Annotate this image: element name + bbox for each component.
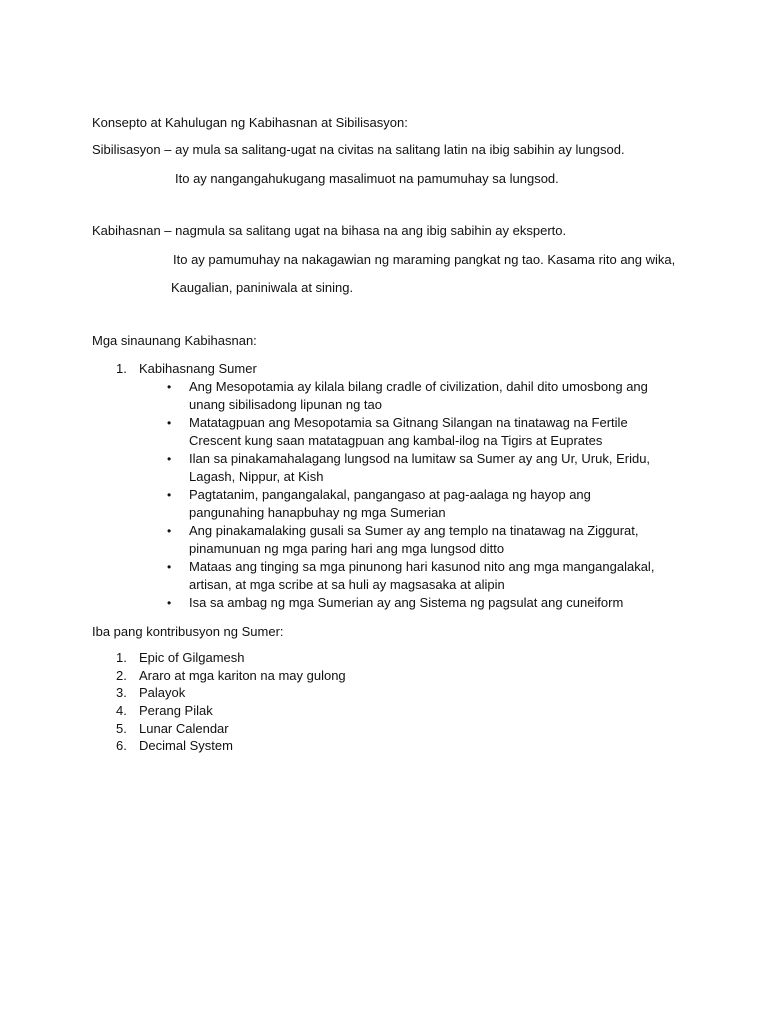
sibilisasyon-note: Ito ay nangangahukugang masalimuot na pamumuhay sa lungsod.	[175, 171, 559, 186]
bullet-icon: •	[167, 488, 172, 502]
heading-ancient-civilizations: Mga sinaunang Kabihasnan:	[92, 333, 257, 348]
bullet-icon: •	[167, 380, 172, 394]
list-item: Araro at mga kariton na may gulong	[139, 668, 346, 683]
bullet-icon: •	[167, 560, 172, 574]
bullet-icon: •	[167, 524, 172, 538]
kabihasnan-definition: Kabihasnan – nagmula sa salitang ugat na bihasa na ang ibig sabihin ay eksperto.	[92, 223, 567, 238]
list-item: Mataas ang tinging sa mga pinunong hari kasunod nito ang mga mangangalakal, artisan, at mga scribe at sa huli ay magsasaka at alipin	[189, 559, 655, 592]
list-item: Ang Mesopotamia ay kilala bilang cradle of civilization, dahil dito umosbong ang unang sibilisadong lipunan ng tao	[189, 379, 648, 412]
list-item: Isa sa ambag ng mga Sumerian ay ang Sistema ng pagsulat ang cuneiform	[189, 595, 624, 610]
bullet-icon: •	[167, 416, 172, 430]
list-number: 4.	[116, 703, 127, 718]
kabihasnan-note-line-2: Kaugalian, paniniwala at sining.	[171, 280, 354, 295]
list-number: 2.	[116, 668, 127, 683]
list-number: 6.	[116, 738, 127, 753]
list-item: Palayok	[139, 685, 186, 700]
bullet-icon: •	[167, 452, 172, 466]
bullet-icon: •	[167, 596, 172, 610]
list-number: 1.	[116, 650, 127, 665]
list-item: Decimal System	[139, 738, 233, 753]
heading-concept: Konsepto at Kahulugan ng Kabihasnan at Sibilisasyon:	[92, 115, 408, 130]
list-number: 5.	[116, 721, 127, 736]
sumer-title: Kabihasnang Sumer	[139, 361, 257, 376]
list-item: Ilan sa pinakamahalagang lungsod na lumitaw sa Sumer ay ang Ur, Uruk, Eridu, Lagash, Nippur, at Kish	[189, 451, 651, 484]
list-item: Lunar Calendar	[139, 721, 229, 736]
list-item: Ang pinakamalaking gusali sa Sumer ay ang templo na tinatawag na Ziggurat, pinamunuan ng mga paring hari ang mga lungsod ditto	[189, 523, 639, 556]
sibilisasyon-definition: Sibilisasyon – ay mula sa salitang-ugat na civitas na salitang latin na ibig sabihin ay lungsod.	[92, 142, 625, 157]
kabihasnan-note-line-1: Ito ay pamumuhay na nakagawian ng maraming pangkat ng tao. Kasama rito ang wika,	[173, 252, 676, 267]
list-number: 1.	[116, 361, 127, 376]
list-number: 3.	[116, 685, 127, 700]
list-item: Matatagpuan ang Mesopotamia sa Gitnang Silangan na tinatawag na Fertile Crescent kung saan matatagpuan ang kambal-ilog na Tigirs at Euprates	[189, 415, 628, 448]
list-item: Epic of Gilgamesh	[139, 650, 245, 665]
heading-contributions: Iba pang kontribusyon ng Sumer:	[92, 624, 284, 639]
list-item: Perang Pilak	[139, 703, 213, 718]
list-item: Pagtatanim, pangangalakal, pangangaso at pag-aalaga ng hayop ang pangunahing hanapbuhay ng mga Sumerian	[189, 487, 591, 520]
